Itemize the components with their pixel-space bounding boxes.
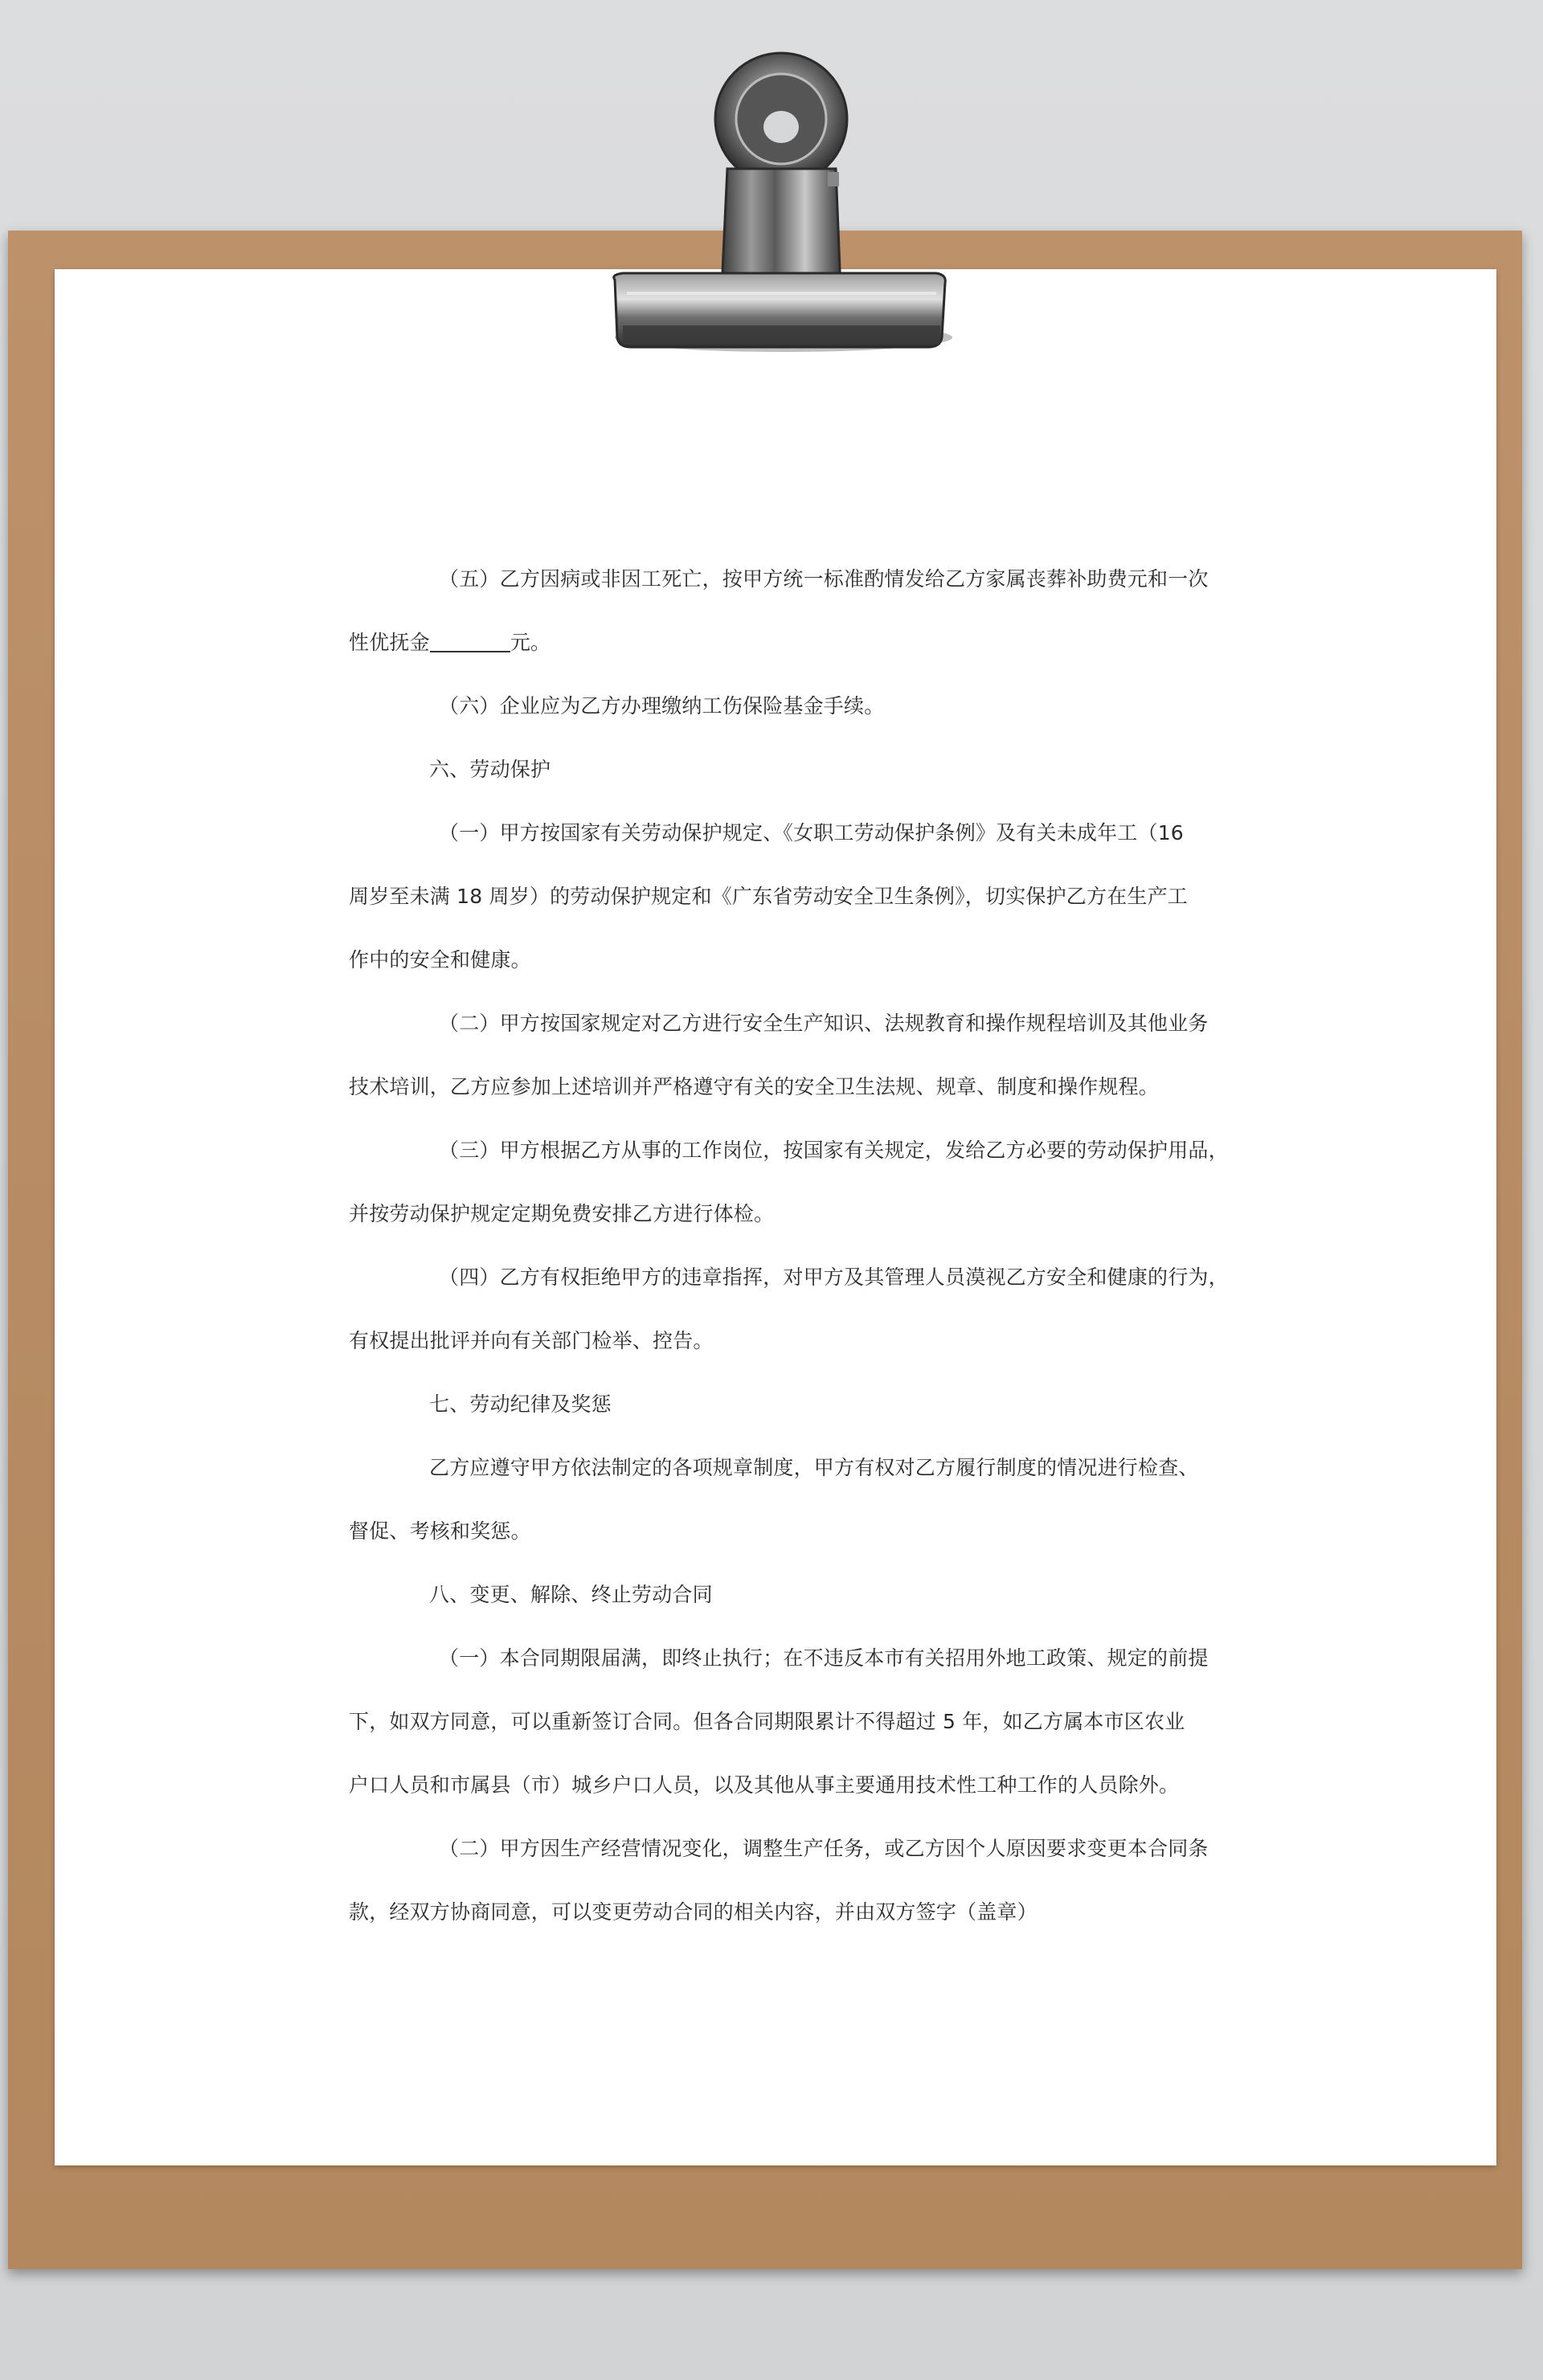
paragraph-line: 乙方应遵守甲方依法制定的各项规章制度，甲方有权对乙方履行制度的情况进行检查、 — [429, 1456, 1199, 1479]
paragraph-line: （六）企业应为乙方办理缴纳工伤保险基金手续。 — [439, 694, 885, 718]
section-heading: 八、变更、解除、终止劳动合同 — [429, 1583, 713, 1606]
document-page — [55, 269, 1496, 2165]
section-heading: 六、劳动保护 — [429, 758, 551, 781]
paragraph-line: （二）甲方按国家规定对乙方进行安全生产知识、法规教育和操作规程培训及其他业务 — [439, 1012, 1209, 1035]
paragraph-line: （四）乙方有权拒绝甲方的违章指挥，对甲方及其管理人员漠视乙方安全和健康的行为， — [439, 1266, 1229, 1289]
paragraph-line: 督促、考核和奖惩。 — [349, 1519, 531, 1543]
paragraph-line: （一）本合同期限届满，即终止执行；在不违反本市有关招用外地工政策、规定的前提 — [439, 1646, 1209, 1670]
paragraph-line: 周岁至未满 18 周岁）的劳动保护规定和《广东省劳动安全卫生条例》，切实保护乙方在生产工 — [349, 885, 1189, 908]
paragraph-line: 户口人员和市属县（市）城乡户口人员，以及其他从事主要通用技术性工种工作的人员除外。 — [349, 1773, 1180, 1797]
paragraph-text: 性优抚金 — [349, 631, 430, 654]
paragraph-line — [349, 629, 550, 656]
paragraph-line: （一）甲方按国家有关劳动保护规定、《女职工劳动保护条例》及有关未成年工（16 — [439, 821, 1184, 844]
section-heading: 七、劳动纪律及奖惩 — [429, 1392, 612, 1416]
paragraph-line: （三）甲方根据乙方从事的工作岗位，按国家有关规定，发给乙方必要的劳动保护用品， — [439, 1139, 1229, 1162]
paragraph-line: 并按劳动保护规定定期免费安排乙方进行体检。 — [349, 1202, 775, 1225]
paragraph-text: 元。 — [510, 631, 551, 654]
paragraph-line: （五）乙方因病或非因工死亡，按甲方统一标准酌情发给乙方家属丧葬补助费元和一次 — [439, 567, 1209, 591]
fill-in-blank — [430, 633, 510, 652]
paragraph-line: 款，经双方协商同意，可以变更劳动合同的相关内容，并由双方签字（盖章） — [349, 1900, 1038, 1924]
paragraph-line: （二）甲方因生产经营情况变化，调整生产任务，或乙方因个人原因要求变更本合同条 — [439, 1837, 1209, 1860]
binder-clip-icon — [0, 0, 1543, 370]
paragraph-line: 作中的安全和健康。 — [349, 948, 531, 971]
paragraph-line: 有权提出批评并向有关部门检举、控告。 — [349, 1329, 714, 1352]
paragraph-line: 技术培训，乙方应参加上述培训并严格遵守有关的安全卫生法规、规章、制度和操作规程。 — [349, 1075, 1160, 1098]
paragraph-line: 下，如双方同意，可以重新签订合同。但各合同期限累计不得超过 5 年，如乙方属本市区农业 — [349, 1710, 1185, 1733]
